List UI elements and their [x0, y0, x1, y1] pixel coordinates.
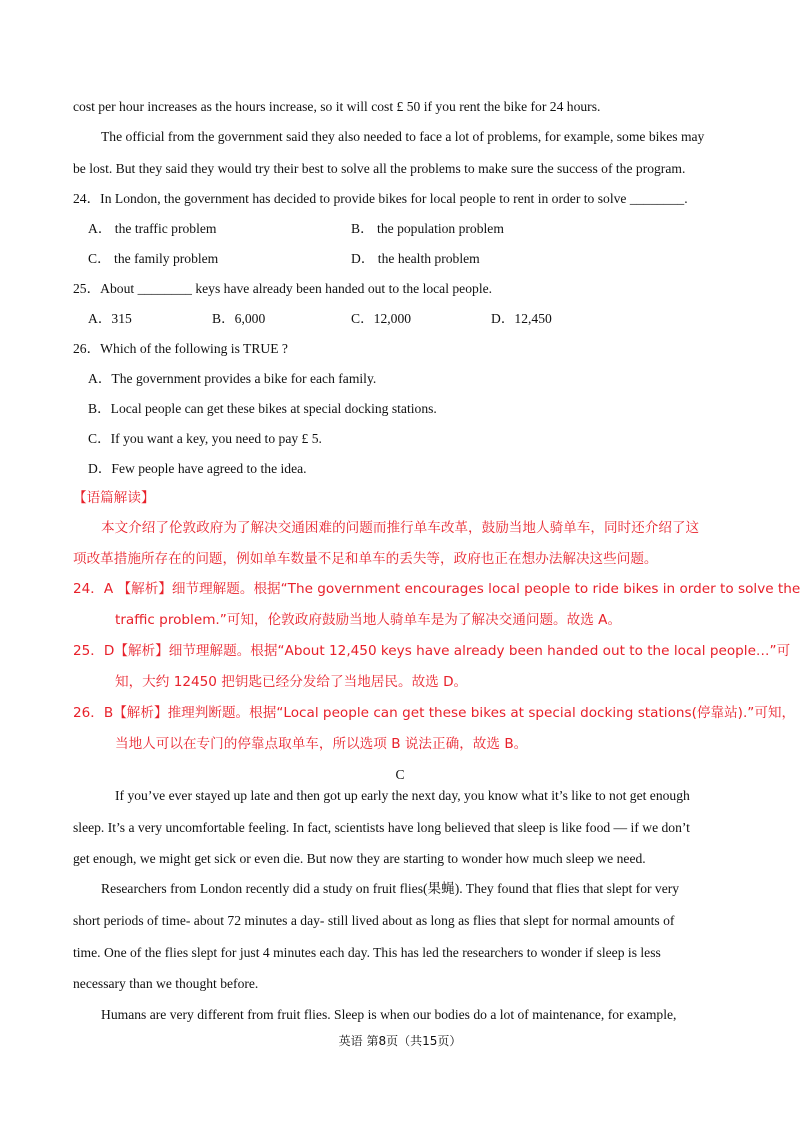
passage-line: get enough, we might get sick or even die. But now they are starting to wonder how much sleep we need.: [73, 851, 646, 866]
answer-24-line: 24．A 【解析】细节理解题。根据“The government encourages local people to ride bikes in order to solve the: [73, 581, 800, 597]
passage-line: cost per hour increases as the hours increase, so it will cost £ 50 if you rent the bike for 24 hours.: [73, 99, 601, 114]
passage-line: If you’ve ever stayed up late and then got up early the next day, you know what it’s like to not get enough: [115, 788, 690, 803]
option-a: A．315: [88, 311, 132, 326]
passage-line: time. One of the flies slept for just 4 minutes each day. This has led the researchers to wonder if sleep is less: [73, 945, 661, 960]
passage-line: necessary than we thought before.: [73, 976, 259, 991]
page-footer: 英语 第8页（共15页）: [338, 1034, 462, 1048]
analysis-heading: 【语篇解读】: [73, 490, 155, 506]
option-b: B．6,000: [212, 311, 266, 326]
passage-line: The official from the government said they also needed to face a lot of problems, for example, some bikes may: [101, 129, 705, 144]
option-d: D． the health problem: [351, 251, 480, 266]
passage-line: sleep. It’s a very uncomfortable feeling. In fact, scientists have long believed that sleep is like food — if we don’t: [73, 820, 690, 835]
option-a: A．The government provides a bike for each family.: [88, 371, 377, 386]
answer-24-line: traffic problem.”可知，伦敦政府鼓励当地人骑单车是为了解决交通问题。故选 A。: [115, 612, 622, 628]
answer-26-line: 26．B【解析】推理判断题。根据“Local people can get these bikes at special docking stations(停靠站).”可知，: [73, 705, 796, 721]
answer-25-line: 知，大约 12450 把钥匙已经分发给了当地居民。故选 D。: [115, 674, 468, 690]
passage-line: Researchers from London recently did a study on fruit flies(果蝇). They found that flies that slept for very: [101, 881, 680, 896]
answer-26-line: 当地人可以在专门的停靠点取单车，所以选项 B 说法正确，故选 B。: [115, 736, 528, 752]
passage-line: be lost. But they said they would try their best to solve all the problems to make sure the success of the program.: [73, 161, 686, 176]
analysis-summary-line: 本文介绍了伦敦政府为了解决交通困难的问题而推行单车改革，鼓励当地人骑单车，同时还介绍了这: [101, 520, 700, 536]
option-c: C．If you want a key, you need to pay £ 5.: [88, 431, 322, 446]
passage-c-label: C: [395, 767, 405, 782]
option-b: B．Local people can get these bikes at special docking stations.: [88, 401, 437, 416]
passage-line: short periods of time- about 72 minutes a day- still lived about as long as flies that slept for normal amounts of: [73, 913, 675, 928]
option-b: B． the population problem: [351, 221, 504, 236]
analysis-summary-line: 项改革措施所存在的问题，例如单车数量不足和单车的丢失等，政府也正在想办法解决这些问题。: [73, 551, 658, 567]
passage-line: Humans are very different from fruit flies. Sleep is when our bodies do a lot of maintenance, for example,: [101, 1007, 677, 1022]
option-c: C．12,000: [351, 311, 412, 326]
option-d: D．Few people have agreed to the idea.: [88, 461, 307, 476]
option-d: D．12,450: [491, 311, 552, 326]
question-24-stem: 24．In London, the government has decided to provide bikes for local people to rent in order to solve ________.: [73, 191, 688, 206]
option-a: A． the traffic problem: [88, 221, 217, 236]
question-26-stem: 26．Which of the following is TRUE ?: [73, 341, 288, 356]
answer-25-line: 25．D【解析】细节理解题。根据“About 12,450 keys have already been handed out to the local people…”可: [73, 643, 791, 659]
question-25-stem: 25．About ________ keys have already been handed out to the local people.: [73, 281, 493, 296]
option-c: C． the family problem: [88, 251, 219, 266]
